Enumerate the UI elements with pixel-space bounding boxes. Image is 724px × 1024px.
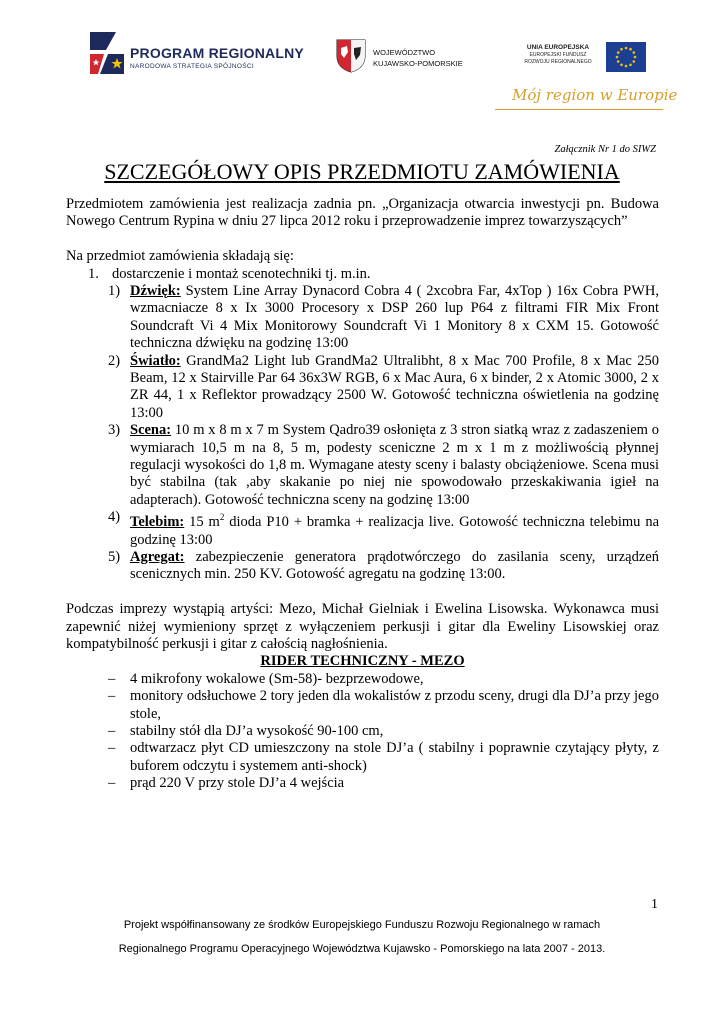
- rider-item: – odtwarzacz płyt CD umieszczony na stole DJ’a ( stabilny i poprawnie czytający płyty, z buforem odczytu i systemem anti-shock): [108, 740, 659, 774]
- rider-item-text: odtwarzacz płyt CD umieszczony na stole DJ’a ( stabilny i poprawnie czytający płyty, z buforem odczytu i systemem anti-shock): [130, 740, 659, 774]
- voivodeship-name: [373, 47, 463, 69]
- motto-underline: [495, 109, 663, 110]
- rider-item-text: 4 mikrofony wokalowe (Sm-58)- bezprzewodowe,: [130, 670, 424, 687]
- rider-item: – monitory odsłuchowe 2 tory jeden dla wokalistów z przodu sceny, drugi dla DJ’a przy jego stole,: [108, 688, 659, 722]
- item-text-cont: dioda P10 + bramka + realizacja live. Gotowość techniczna telebimu na godzinę 13:00: [130, 514, 660, 548]
- item-label: Dźwięk:: [130, 283, 181, 300]
- list-item: [108, 422, 659, 509]
- voivodeship-logo: [335, 38, 485, 78]
- item-number: 3): [108, 422, 121, 439]
- list-item: [108, 509, 659, 549]
- document-body: [66, 196, 659, 793]
- item-text: System Line Array Dynacord Cobra 4 ( 2xcobra Far, 4xTop ) 16x Cobra PWH, wzmacniacze 8 x Ix 3000 Procesory x DSP 260 lup P64 z filtrami FIR Mix Front Soundcraft Vi 4 Mix Monitorowy Soundcraft Vi 1 Monitory 8 x CXM 15. Gotowość techniczna dźwięku na godzinę 13:00: [130, 283, 659, 352]
- footer-line2: Regionalnego Programu Operacyjnego Województwa Kujawsko - Pomorskiego na lata 2007 - 2013.: [118, 943, 606, 955]
- program-subtitle: NARODOWA STRATEGIA SPÓJNOŚCI: [130, 63, 254, 70]
- coat-of-arms-icon: [335, 38, 367, 74]
- attachment-label: Załącznik Nr 1 do SIWZ: [554, 144, 656, 155]
- program-name: PROGRAM REGIONALNY: [130, 45, 304, 61]
- item-superscript: 2: [219, 512, 225, 523]
- page-number: 1: [651, 897, 658, 912]
- rider-item: – prąd 220 V przy stole DJ’a 4 wejścia: [108, 775, 659, 792]
- eu-logo: [512, 40, 646, 76]
- voivodeship-line1: WOJEWÓDZTWO: [373, 48, 436, 57]
- eu-flag-icon: [606, 42, 646, 72]
- voivodeship-line2: KUJAWSKO-POMORSKIE: [373, 59, 463, 68]
- item-label: Światło:: [130, 352, 181, 369]
- motto: Mój region w Europie: [512, 86, 678, 104]
- point-1: 1. dostarczenie i montaż scenotechniki tj. m.in.: [88, 265, 371, 282]
- item-number: 5): [108, 548, 121, 565]
- item-label: Scena:: [130, 422, 172, 439]
- page-title: SZCZEGÓŁOWY OPIS PRZEDMIOTU ZAMÓWIENIA: [104, 159, 620, 184]
- list-item: [108, 353, 659, 423]
- item-label: Agregat:: [130, 548, 185, 565]
- item-number: 1): [108, 283, 121, 300]
- item-text: GrandMa2 Light lub GrandMa2 Ultralibht, 8 x Mac 700 Profile, 8 x Mac 250 Beam, 12 x Stairville Par 64 36x3W RGB, 6 x Mac Aura, 6 x binder, 2 x Atomic 3000, 2 x ZR 44, 1 x Reflektor prowadzący 2500 W. Gotowość techniczna oświetlenia na godzinę 13:00: [130, 352, 659, 421]
- footer: [0, 913, 724, 961]
- item-text: 10 m x 8 m x 7 m System Qadro39 osłonięta z 3 stron siatką wraz z zadaszeniem o wymiarach 10,5 m na 8, 5 m, podesty sceniczne 2 m x 1 m z możliwością płynnej regulacji wysokości do 1,8 m. Wymagane atesty sceny i balasty obciążeniowe. Scena musi być stabilna (tak ,aby skakanie po niej nie spowodowało przeskakiwania igieł na adapterach). Gotowość techniczna sceny na godzinę 13:00: [130, 422, 659, 508]
- item-text: zabezpieczenie generatora prądotwórczego do zasilania sceny, urządzeń scenicznych min. 250 KV. Gotowość agregatu na godzinę 13:00.: [130, 548, 659, 583]
- rider-item-text: stabilny stół dla DJ’a wysokość 90-100 cm,: [130, 722, 384, 739]
- list-item: [108, 549, 659, 584]
- point-1-text: dostarczenie i montaż scenotechniki tj. m.in.: [112, 265, 371, 282]
- intro-paragraph: Przedmiotem zamówienia jest realizacja zadnia pn. „Organizacja otwarcia inwestycji pn. Budowa Nowego Centrum Rypina w dniu 27 lipca 2012 roku i przeprowadzenie imprez towarzyszących”: [66, 196, 659, 230]
- artists-paragraph: Podczas imprezy wystąpią artyści: Mezo, Michał Gielniak i Ewelina Lisowska. Wykonawca musi zapewnić niżej wymieniony sprzęt z wyłączeniem perkusji i gitar dla Eweliny Lisowskiej oraz kompatybilność perkusji i gitar z całością nagłośnienia.: [66, 601, 659, 652]
- eu-line3: ROZWOJU REGIONALNEGO: [524, 59, 592, 65]
- rider-item-text: monitory odsłuchowe 2 tory jeden dla wokalistów z przodu sceny, drugi dla DJ’a przy jego stole,: [130, 688, 659, 722]
- rider-item: – stabilny stół dla DJ’a wysokość 90-100 cm,: [108, 723, 659, 740]
- footer-line1: Projekt współfinansowany ze środków Europejskiego Funduszu Rozwoju Regionalnego w ramach: [123, 919, 601, 931]
- eu-line1: UNIA EUROPEJSKA: [526, 44, 590, 51]
- rider-item-text: prąd 220 V przy stole DJ’a 4 wejścia: [130, 775, 345, 792]
- lead-text: Na przedmiot zamówienia składają się:: [66, 248, 294, 265]
- eu-text: [512, 43, 604, 66]
- rider-title: RIDER TECHNICZNY - MEZO: [260, 653, 465, 670]
- item-label: Telebim:: [130, 514, 185, 531]
- program-regionalny-emblem-icon: [86, 28, 128, 78]
- item-number: 2): [108, 352, 121, 369]
- item-text: 15 m: [184, 514, 220, 531]
- list-item: [108, 283, 659, 353]
- eu-line2: EUROPEJSKI FUNDUSZ: [529, 52, 587, 58]
- rider-item: – 4 mikrofony wokalowe (Sm-58)- bezprzewodowe,: [108, 671, 659, 688]
- item-number: 4): [108, 509, 121, 526]
- program-regionalny-logo: [86, 28, 304, 80]
